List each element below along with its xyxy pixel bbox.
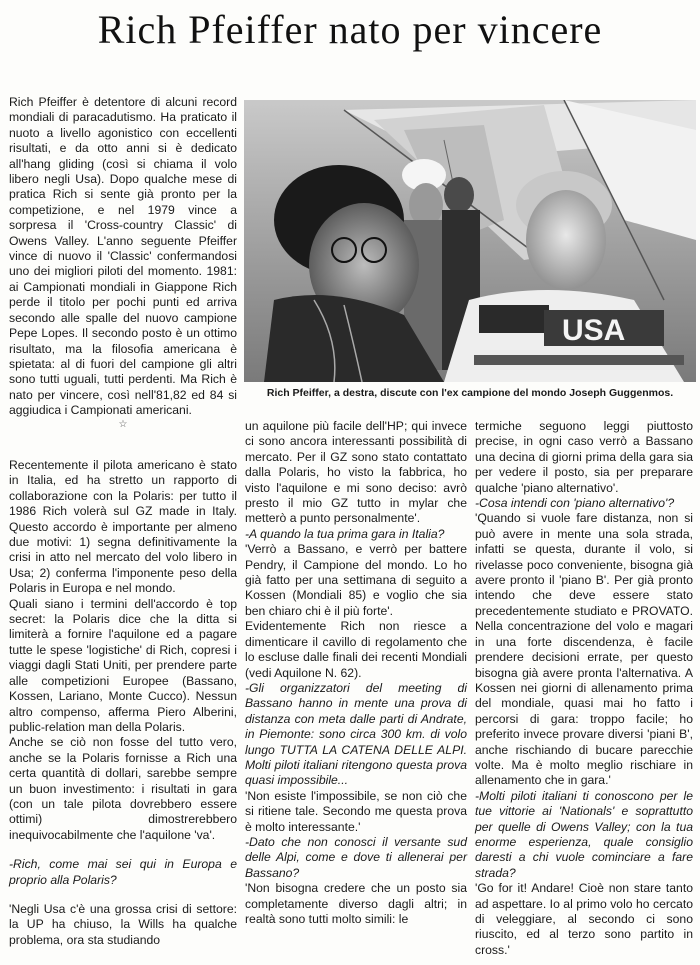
paragraph-investment: Anche se ciò non fosse del tutto vero, anche se la Polaris fornisse a Rich una certa quantità di dollari, sarebbe sempre un buon investimento: i risultati in gara (con un tale pilota dovrebbero essere ottimi) dimostrerebbero inequivocabilmente che l'aquilone 'va'. <box>9 735 237 842</box>
paragraph-regulation: Evidentemente Rich non riesce a dimenticare il cavillo di regolamento che lo escluse dalle finali dei recenti Mondiali (vedi Aquilone N. 62). <box>245 619 467 680</box>
answer-6: 'Go for it! Andare! Cioè non stare tanto ad aspettare. Io al primo volo ho cercato di veleggiare, al secondo ci sono riuscito, ed al terzo sono partito in cross.' <box>475 881 693 957</box>
article-photo <box>244 100 696 382</box>
paragraph-terms: Quali siano i termini dell'accordo è top secret: la Polaris dice che la ditta si limiterà a fornire l'aquilone ed a pagare tutte le spese 'logistiche' di Rich, copresi i viaggi dagli Stati Uniti, per prendere parte alle competizioni Europee (Bassano, Kossen, Lariano, Monte Cucco). Nessun altro compenso, afferma Piero Alberini, public-relation man della Polaris. <box>9 596 237 734</box>
question-6: -Molti piloti italiani ti conoscono per le tue vittorie ai 'Nationals' e soprattutto per quelle di Owens Valley; con la tua enorme esperienza, quale consiglio daresti a chi vuole cominciare a fare strada? <box>475 788 693 880</box>
answer-3: 'Non esiste l'impossibile, se non ciò che si ritiene tale. Secondo me questa prova è molto interessante.' <box>245 788 467 834</box>
photo-caption: Rich Pfeiffer, a destra, discute con l'ex campione del mondo Joseph Guggenmos. <box>266 387 674 399</box>
article-column-2 <box>245 419 467 927</box>
article-column-1-continued <box>9 458 237 948</box>
answer-1-start: 'Negli Usa c'è una grossa crisi di settore: la UP ha chiuso, la Wills ha qualche problema, ora sta studiando <box>9 901 237 947</box>
answer-1-end: un aquilone più facile dell'HP; qui invece ci sono ancora interessanti possibilità di mercato. Per il GZ sono stato contattato dalla Polaris, ho visto la fabbrica, ho visto l'aquilone e mi sono deciso: avrò presto il mio GZ tutto in mylar che metterò a punto personalmente'. <box>245 419 467 526</box>
article-column-1 <box>9 95 237 431</box>
question-5: -Cosa intendi con 'piano alternativo'? <box>475 496 675 511</box>
question-2: -A quando la tua prima gara in Italia? <box>245 526 445 541</box>
paragraph-agreement: Recentemente il pilota americano è stato in Italia, ed ha stretto un rapporto di collaborazione con la Polaris: per tutto il 1986 Rich volerà sul GZ made in Italy. Questo accordo è importante per almeno due motivi: 1) segna definitivamente la crisi in atto nel mercato del volo libero in Usa; 2) conferma l'imponente peso della Polaris in Europa e nel mondo. <box>9 458 237 596</box>
answer-2: 'Verrò a Bassano, e verrò per battere Pendry, il Campione del mondo. Lo ho già fatto per una settimana di seguito a Kossen (Mondiali 85) e voglio che sia ben chiaro chi è il più forte'. <box>245 542 467 618</box>
answer-4-start: 'Non bisogna credere che un posto sia completamente diverso dagli altri; in realtà sono tutti molto simili: le <box>245 881 467 926</box>
question-4: -Dato che non conosci il versante sud delle Alpi, come e dove ti allenerai per Bassano? <box>245 834 467 880</box>
shirt-text: USA <box>562 314 626 347</box>
question-1: -Rich, come mai sei qui in Europa e proprio alla Polaris? <box>9 857 237 887</box>
article-column-3 <box>475 419 693 958</box>
photo-illustration <box>244 100 696 382</box>
answer-5: 'Quando si vuole fare distanza, non si può avere in mente una sola strada, infatti se questa, durante il volo, si rivelasse poco conveniente, bisogna già avere pronto il 'piano B'. Per già pronto intendo che deve essere stato precedentemente studiato e PROVATO. Nella concentrazione del volo e magari in una forte discendenza, è facile prendere decisioni errate, per questo bisogna già avere pronta l'alternativa. A Kossen nei giorni di allenamento prima del mondiale, quasi mai ho fatto i percorsi di gara: troppo facile; ho preferito invece provare diversi 'piani B', anche rischiando di bucare parecchie volte. Ma è molto meglio rischiare in allenamento che in gara.' <box>475 511 693 788</box>
separator-star: ☆ <box>118 418 128 430</box>
question-3: -Gli organizzatori del meeting di Bassano hanno in mente una prova di distanza con meta dalle parti di Andrate, in Piemonte: sono circa 300 km. di volo lungo TUTTA LA CATENA DELLE ALPI. Molti piloti italiani ritengono questa prova quasi impossibile... <box>245 680 467 788</box>
answer-4-end: termiche seguono leggi piuttosto precise, in ogni caso verrò a Bassano una decina di giorni prima della gara sia per vedere il posto, sia per preparare qualche 'piano alternativo'. <box>475 419 693 495</box>
paragraph-intro: Rich Pfeiffer è detentore di alcuni record mondiali di paracadutismo. Ha praticato il nuoto a livello agonistico con eccellenti risultati, e da otto anni si è dedicato all'hang gliding (così si chiama il volo libero negli Usa). Dopo qualche mese di pratica Rich si sente già pronto per la competizione, e nel 1979 vince a sorpresa il 'Cross-country Classic' di Owens Valley. L'anno seguente Pfeiffer vince di nuovo il 'Classic' confermandosi uno dei migliori piloti del momento. 1981: ai Campionati mondiali in Giappone Rich perde il titolo per pochi punti ed arriva secondo alle spalle del nuovo campione Pepe Lopes. Il secondo posto è un ottimo risultato, ma la filosofia americana è spietata: al di fuori del campione gli altri sono tutti uguali, tutti perdenti. Ma Rich è nato per vincere, così nell'81,82 ed 84 si aggiudica i Campionati americani. <box>9 95 237 418</box>
article-title: Rich Pfeiffer nato per vincere <box>97 7 603 52</box>
